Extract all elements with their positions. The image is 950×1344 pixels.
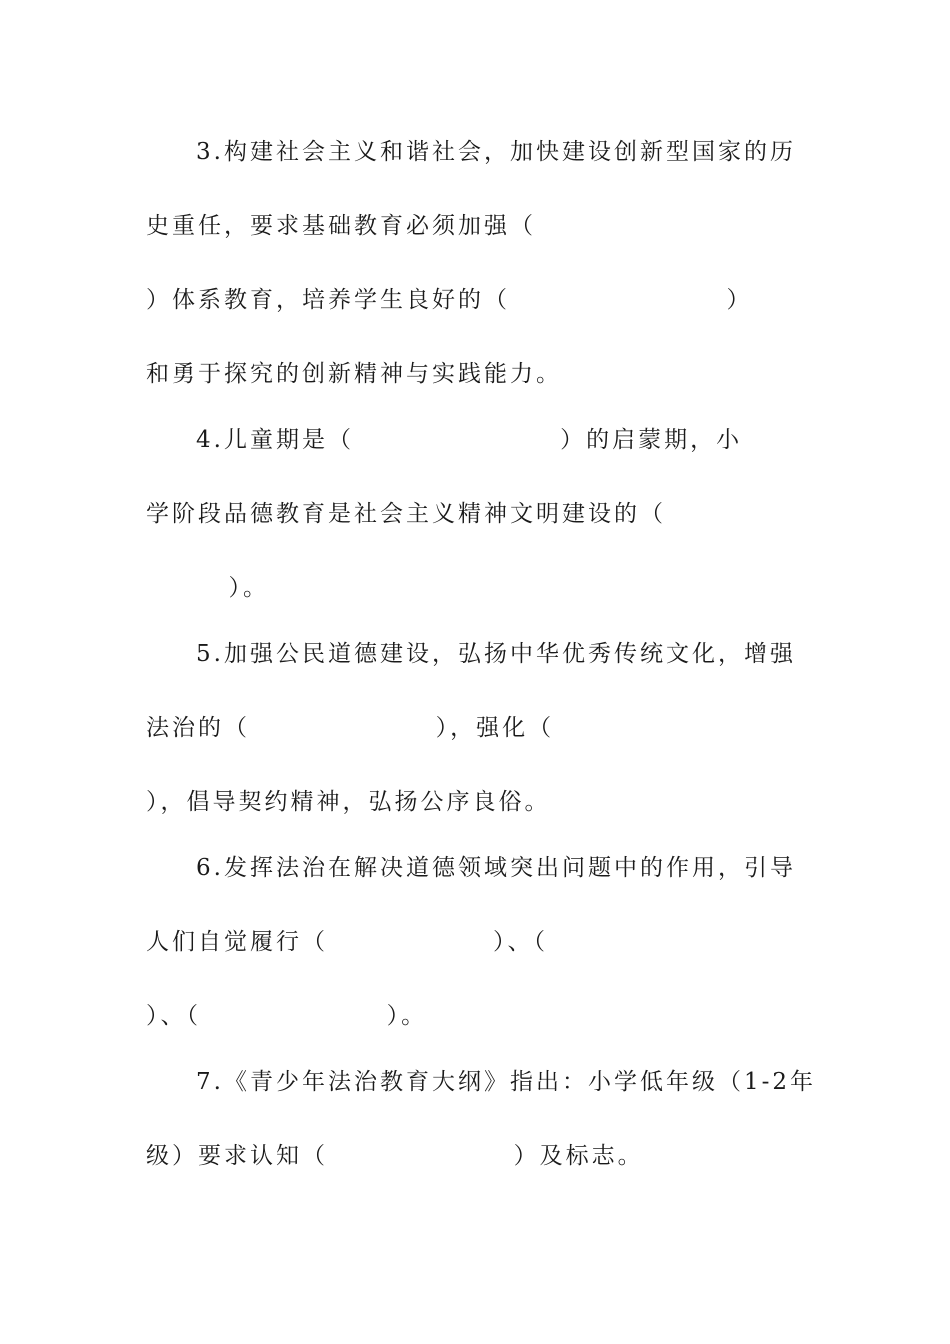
- question-7-line-2: 级）要求认知（ ）及标志。: [146, 1143, 644, 1169]
- question-3-line-4: 和勇于探究的创新精神与实践能力。: [146, 361, 562, 387]
- question-4-line-1: 4.儿童期是（ ）的启蒙期，小: [196, 427, 743, 453]
- question-5-line-2: 法治的（ ），强化（: [146, 715, 555, 741]
- question-4-line-2: 学阶段品德教育是社会主义精神文明建设的（: [146, 501, 666, 527]
- question-5-line-1: 5.加强公民道德建设，弘扬中华优秀传统文化，增强: [196, 641, 796, 667]
- question-3-line-1: 3.构建社会主义和谐社会，加快建设创新型国家的历: [196, 139, 796, 165]
- question-6-line-1: 6.发挥法治在解决道德领域突出问题中的作用，引导: [196, 855, 796, 881]
- question-3-line-3: ）体系教育，培养学生良好的（ ）: [146, 287, 753, 313]
- question-4-line-3: ）。: [146, 575, 269, 601]
- question-7-line-1: 7.《青少年法治教育大纲》指出：小学低年级（1-2年: [196, 1069, 816, 1095]
- question-6-line-2: 人们自觉履行（ ）、（: [146, 929, 548, 955]
- question-3-line-2: 史重任，要求基础教育必须加强（: [146, 213, 536, 239]
- question-5-line-3: ），倡导契约精神，弘扬公序良俗。: [146, 789, 551, 815]
- question-6-line-3: ）、（ ）。: [146, 1003, 428, 1029]
